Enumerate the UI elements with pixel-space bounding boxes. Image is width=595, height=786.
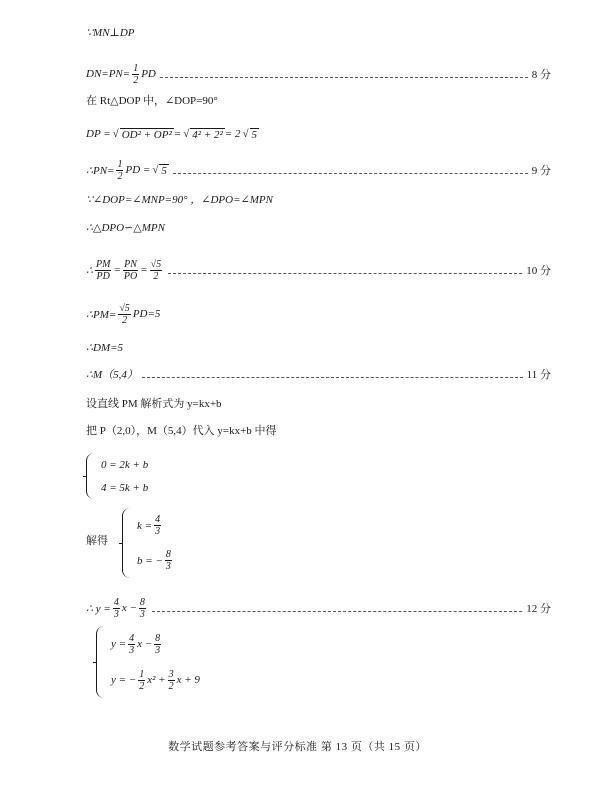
line-dn-pn [86, 62, 551, 86]
fraction: $\frac{√5}{2}$ [119, 302, 130, 326]
line-dm [86, 339, 551, 355]
line-pm [86, 300, 551, 328]
brace [96, 626, 107, 698]
text: ∴ y = [86, 602, 111, 615]
text: ∴ [86, 264, 93, 277]
brace [122, 508, 133, 578]
dotted-leader [168, 273, 522, 274]
fraction: $\frac{1}{2}$ [133, 62, 139, 86]
fraction: $\frac{8}{3}$ [139, 596, 145, 620]
solve-label: 解得 [86, 535, 108, 547]
text: ∴PM= [86, 308, 117, 321]
text: PD = [125, 164, 151, 176]
fraction: $\frac{4}{3}$ [113, 596, 119, 620]
equation: y = − $\frac{1}{2}$ x² + $\frac{3}{2}$ x + 9 [111, 668, 200, 692]
text: ∵∠DOP=∠MNP=90° ，∠DPO=∠MPN [86, 194, 273, 206]
dotted-leader [173, 173, 528, 174]
line-ratio [86, 256, 551, 284]
text: x − [121, 602, 137, 614]
system-3 [96, 626, 200, 698]
text: = [140, 264, 148, 276]
text: = [113, 264, 121, 276]
system-2 [122, 508, 174, 578]
radicand: 4² + 2² [192, 128, 223, 141]
text: PD [141, 68, 156, 80]
equation: 4 = 5k + b [101, 481, 149, 494]
fraction: $\frac{PN}{PO}$ [123, 258, 138, 282]
system-1 [86, 453, 148, 499]
score: 10 分 [526, 265, 551, 277]
equation: b = − $\frac{8}{3}$ [137, 549, 171, 572]
line-y-equation [86, 594, 551, 622]
dotted-leader [160, 77, 528, 78]
equation: y = $\frac{4}{3}$ x − $\frac{8}{3}$ [111, 632, 161, 656]
score: 8 分 [531, 69, 551, 81]
text: 设直线 PM 解析式为 y=kx+b [86, 398, 222, 410]
line-similar [86, 219, 551, 235]
line-dp: DP = √ OD² + OP² = √ 4² + 2² = 2 √ 5 [86, 128, 258, 141]
radicand: 5 [161, 164, 167, 177]
page-footer: 数学试题参考答案与评分标准 第 13 页（共 15 页） [168, 741, 427, 753]
brace [86, 453, 97, 499]
equation: 0 = 2k + b [101, 458, 149, 471]
text: ∴M（5,4） [86, 369, 138, 381]
fraction: $\frac{√5}{2}$ [150, 258, 162, 282]
text: DP = [86, 128, 111, 140]
score: 11 分 [526, 369, 551, 381]
text: = 2 [224, 128, 241, 140]
score: 9 分 [531, 165, 551, 177]
text: DN=PN= [86, 68, 131, 80]
line-set-line [86, 395, 551, 411]
line-pn: ∴PN= $\frac{1}{2}$ PD = √ 5 9 分 [86, 158, 551, 182]
text: ∵MN⊥DP [86, 26, 135, 39]
radicand: 5 [251, 128, 258, 141]
equation: k = $\frac{4}{3}$ [137, 514, 161, 537]
text: ∴△DPO∽△MPN [86, 221, 165, 234]
radicand: OD² + OP² [121, 128, 172, 141]
dotted-leader [152, 611, 522, 612]
line-right-triangle [86, 92, 551, 108]
line-perpendicular [86, 24, 551, 40]
score: 12 分 [526, 603, 551, 615]
text: ∴DM=5 [86, 341, 124, 354]
line-substitute [86, 422, 551, 438]
text: ∴PN= [86, 164, 115, 177]
dotted-leader [142, 377, 523, 378]
text: = [173, 128, 182, 140]
text: PD=5 [132, 308, 161, 320]
text: 在 Rt△DOP 中，∠DOP=90° [86, 95, 218, 107]
line-angles [86, 191, 551, 207]
fraction: $\frac{1}{2}$ [117, 158, 123, 182]
line-m-point [86, 366, 551, 382]
text: 把 P（2,0），M（5,4）代入 y=kx+b 中得 [86, 425, 277, 437]
fraction: $\frac{PM}{PD}$ [96, 258, 111, 282]
